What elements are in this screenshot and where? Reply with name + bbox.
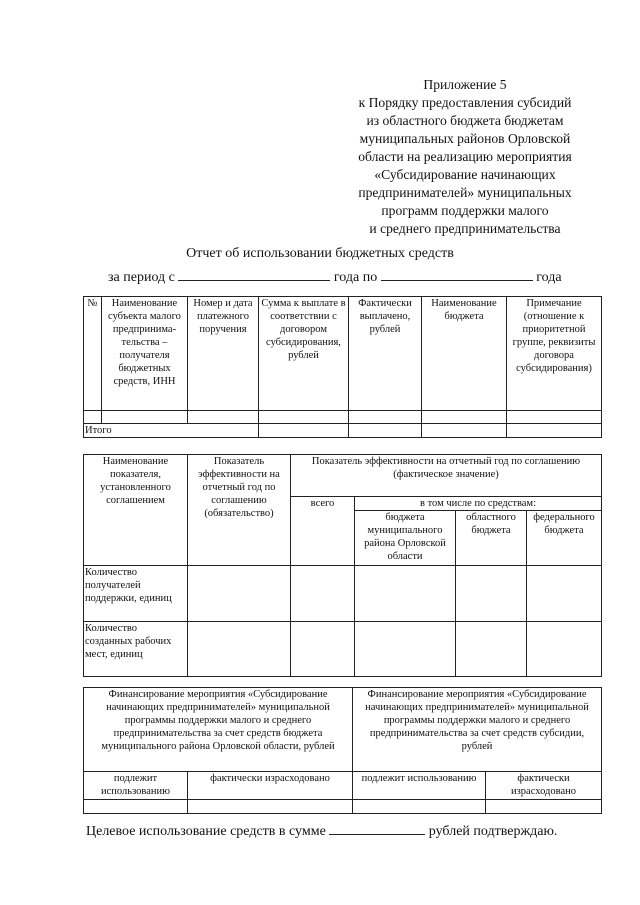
confirmation-line	[86, 820, 557, 840]
header-spent-municipal: фактически израсходовано	[188, 772, 353, 800]
total-row	[84, 424, 602, 438]
table-row	[84, 566, 602, 622]
appendix-line: Приложение 5	[423, 77, 507, 92]
appendix-line: к Порядку предоставления субсидий	[358, 95, 572, 110]
confirmation-prefix: Целевое использование средств в сумме	[86, 824, 326, 839]
appendix-line: муниципальных районов Орловской	[359, 131, 571, 146]
header-to-use-municipal: подлежит использованию	[84, 772, 188, 800]
header-number: №	[84, 297, 102, 411]
indicator-jobs: Количество созданных рабочих мест, единиц	[84, 622, 188, 677]
financing-table	[83, 687, 602, 814]
table-row	[84, 800, 602, 814]
header-federal: федерального бюджета	[527, 511, 602, 566]
report-period	[108, 266, 562, 286]
header-actual-group: Показатель эффективности на отчетный год по соглашению (фактическое значение)	[291, 455, 602, 497]
header-recipient: Наименование субъекта малого предпринима-тельства – получателя бюджетных средств, ИНН	[102, 297, 188, 411]
period-suffix: года	[536, 270, 562, 285]
header-subsidy-financing: Финансирование мероприятия «Субсидирование начинающих предпринимателей» муниципальной программы поддержки малого и среднего предпринимательства за счет средств субсидии, рублей	[353, 688, 602, 772]
header-regional: областного бюджета	[456, 511, 527, 566]
appendix-line: предпринимателей» муниципальных	[358, 185, 572, 200]
confirmation-amount-field[interactable]	[329, 820, 425, 835]
period-middle: года по	[333, 270, 378, 285]
confirmation-suffix: рублей подтверждаю.	[428, 824, 558, 839]
appendix-line: и среднего предпринимательства	[369, 221, 561, 236]
header-target: Показатель эффективности на отчетный год по соглашению (обязательство)	[188, 455, 291, 566]
table-row	[84, 411, 602, 424]
appendix-line: программ поддержки малого	[381, 203, 549, 218]
header-note: Примечание (отношение к приоритетной группе, реквизиты договора субсидирования)	[507, 297, 602, 411]
table-row	[84, 622, 602, 677]
appendix-block	[320, 76, 610, 238]
total-label: Итого	[84, 424, 259, 438]
header-indicator-name: Наименование показателя, установленного соглашением	[84, 455, 188, 566]
header-actually-paid: Фактически выплачено, рублей	[349, 297, 422, 411]
header-spent-subsidy: фактически израсходовано	[486, 772, 602, 800]
efficiency-table	[83, 454, 602, 677]
period-prefix: за период с	[108, 270, 175, 285]
header-amount-due: Сумма к выплате в соответствии с договором субсидирования, рублей	[259, 297, 349, 411]
report-title: Отчет об использовании бюджетных средств	[186, 246, 454, 261]
period-end-field[interactable]	[381, 266, 533, 281]
period-start-field[interactable]	[178, 266, 330, 281]
payments-table	[83, 296, 602, 438]
header-payment-order: Номер и дата платежного поручения	[188, 297, 259, 411]
header-total: всего	[291, 497, 355, 566]
indicator-recipients: Количество получателей поддержки, единиц	[84, 566, 188, 622]
appendix-line: «Субсидирование начинающих	[374, 167, 556, 182]
header-municipal: бюджета муниципального района Орловской области	[355, 511, 456, 566]
appendix-line: из областного бюджета бюджетам	[366, 113, 564, 128]
header-budget-name: Наименование бюджета	[422, 297, 507, 411]
appendix-line: области на реализацию мероприятия	[358, 149, 572, 164]
header-municipal-financing: Финансирование мероприятия «Субсидирование начинающих предпринимателей» муниципальной программы поддержки малого и среднего предпринимательства за счет средств бюджета муниципального района Орловской области, рублей	[84, 688, 353, 772]
header-to-use-subsidy: подлежит использованию	[353, 772, 486, 800]
header-including: в том числе по средствам:	[355, 497, 602, 511]
